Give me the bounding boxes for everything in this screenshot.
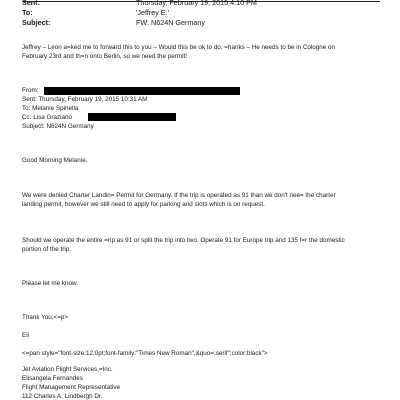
sender-name: Eli	[22, 332, 29, 339]
forwarded-sent: Sent: Thursday, February 19, 2015 10:31 AM	[22, 96, 148, 103]
thanks-line: Thank You,<=p>	[22, 314, 69, 321]
subject-label: Subject:	[22, 18, 51, 27]
forwarded-cc: Cc: Lisa Graziano	[22, 114, 73, 121]
signature-name: Elisangela Fernandes	[22, 375, 83, 382]
subject-value: FW: N624N Germany	[136, 18, 205, 27]
forwarded-subject: Subject: N624N Germany	[22, 123, 94, 130]
signature-address: 112 Charles A. Lindbergh Dr.	[22, 393, 103, 400]
sent-value: Thursday, February 19, 2015 4:10 PM	[136, 0, 257, 7]
sent-label: Sent:	[22, 0, 40, 7]
forwarded-to: To: Melanie Spinella	[22, 105, 79, 112]
to-label: To:	[22, 8, 33, 17]
to-value: 'Jeffrey E.'	[136, 8, 169, 17]
para1-line-1: We were denied Charter Landin= Permit for Germany. If the trip is operated as 91 than we don't nee= the charter	[22, 192, 336, 199]
intro-line-2: February 23rd and th=n onto Berlin, so we need the permit!	[22, 53, 188, 60]
greeting: Good Morning Melanie,	[22, 157, 88, 164]
let-me-know: Please let me know.	[22, 280, 79, 287]
forwarded-from-label: From:	[22, 87, 39, 94]
intro-line-1: Jeffrey – Leon a=ked me to forward this to you – Would this be ok to do. =hanks – He needs to be in Cologne on	[22, 44, 336, 51]
para1-line-2: landing permit, however we still need to apply for parking and slots which is on request.	[22, 201, 265, 208]
redaction-bar-cc	[88, 113, 176, 121]
redaction-bar-from	[44, 87, 240, 95]
signature-company: Jet Aviation Flight Services,=Inc.	[22, 366, 113, 373]
para2-line-2: portion of the trip.	[22, 246, 72, 253]
para2-line-1: Should we operate the entire =rip as 91 or split the trip into two. Operate 91 for Europe trip and 135 f=r the domestic	[22, 237, 345, 244]
signature-title: Flight Management Representative	[22, 384, 121, 391]
span-code-line: <=pan style="font-size:12.0pt;font-family:"Times New Roman",&quo=;serif";color:black">	[22, 350, 268, 357]
